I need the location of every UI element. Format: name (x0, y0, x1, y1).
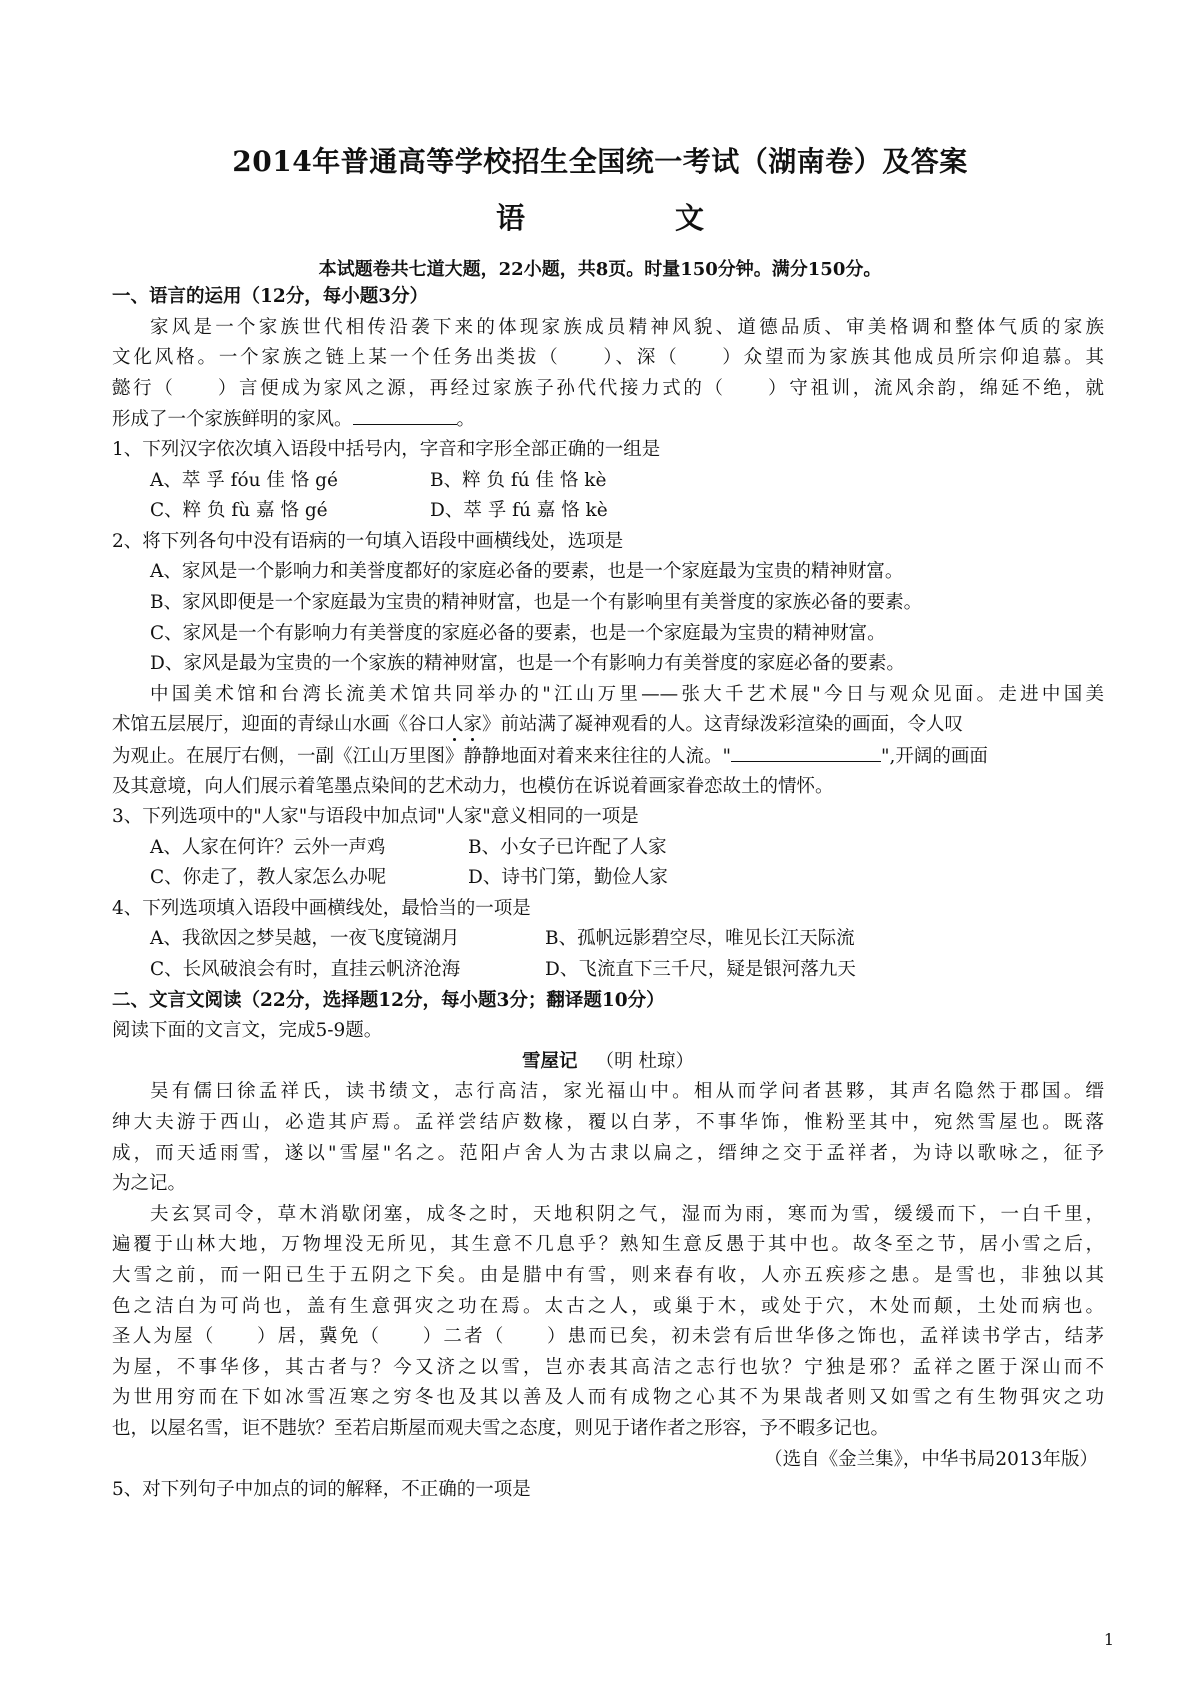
option-d: D、家风是最为宝贵的一个家族的精神财富，也是一个有影响力有美誉度的家庭必备的要素。 (150, 653, 905, 675)
passage2-line: 中国美术馆和台湾长流美术馆共同举办的"江山万里——张大千艺术展"今日与观众见面。走进中国美 (150, 683, 1104, 705)
passage2-text: 》前站满了凝神观看的人。这青绿泼彩渲染的画面，令人叹 (482, 714, 964, 736)
section-heading-1: 一、语言的运用（12分，每小题3分） (112, 286, 429, 307)
exam-notice: 本试题卷共七道大题，22小题，共8页。时量150分钟。满分150分。 (318, 259, 882, 280)
option-d: D、飞流直下三千尺，疑是银河落九天 (545, 959, 856, 981)
essay-line: 遍覆于山林大地，万物埋没无所见，其生意不几息乎？熟知生意反愚于其中也。故冬至之节，居小雪之后， (112, 1234, 1104, 1256)
passage2-text: 术馆五层展厅，迎面的青绿山水画《谷口 (112, 714, 446, 736)
essay-line: 吴有儒曰徐孟祥氏，读书绩文，志行高洁，家光福山中。相从而学问者甚夥，其声名隐然于郡国。缙 (150, 1081, 1104, 1103)
option-c: C、长风破浪会有时，直挂云帆济沧海 (150, 959, 461, 981)
option-d: D、萃 孚 fú 嘉 恪 kè (430, 500, 608, 522)
essay-line: 为世用穷而在下如冰雪冱寒之穷冬也及其以善及人而有成物之心其不为果哉者则又如雪之有生物弭灾之功 (112, 1387, 1104, 1409)
option-a: A、人家在何许？云外一声鸡 (150, 836, 386, 858)
passage2-text: ",开阔的画面 (881, 745, 988, 767)
question-1-stem: 1、下列汉字依次填入语段中括号内，字音和字形全部正确的一组是 (112, 438, 661, 460)
passage-text: 形成了一个家族鲜明的家风。 (112, 409, 353, 431)
question-3-options-row (112, 863, 1104, 894)
question-3-stem: 3、下列选项中的"人家"与语段中加点词"人家"意义相同的一项是 (112, 806, 639, 828)
emphasis-dot-char: 家 (463, 714, 483, 736)
essay-line: 为之记。 (112, 1173, 187, 1195)
emphasis-dot-char: 人 (445, 714, 464, 736)
option-a: A、我欲因之梦吴越，一夜飞度镜湖月 (150, 928, 460, 950)
option-a: A、家风是一个影响力和美誉度都好的家庭必备的要素，也是一个家庭最为宝贵的精神财富。 (150, 561, 904, 583)
option-b: B、孤帆远影碧空尽，唯见长江天际流 (545, 928, 855, 950)
essay-line: 夫玄冥司令，草木消歇闭塞，成冬之时，天地积阴之气，湿而为雨，寒而为雪，缓缓而下，一白千里， (150, 1203, 1104, 1225)
question-3-options-row (112, 833, 1104, 864)
essay-author: （明 杜琼） (595, 1050, 694, 1072)
essay-line: 大雪之前，而一阳已生于五阴之下矣。由是腊中有雪，则来春有收，人亦五疾疹之患。是雪也，非独以其 (112, 1265, 1104, 1286)
passage-line: 家风是一个家族世代相传沿袭下来的体现家族成员精神风貌、道德品质、审美格调和整体气质的家族 (150, 316, 1104, 338)
essay-source: （选自《金兰集》，中华书局2013年版） (764, 1448, 1098, 1470)
essay-line: 绅大夫游于西山，必造其庐焉。孟祥尝结庐数椽，覆以白茅，不事华饰，惟粉垩其中，宛然雪屋也。既落 (112, 1112, 1104, 1134)
option-b: B、小女子已许配了人家 (468, 836, 667, 858)
passage-line-last (112, 404, 1104, 435)
section-heading-2: 二、文言文阅读（22分，选择题12分，每小题3分；翻译题10分） (112, 989, 665, 1011)
option-d: D、诗书门第，勤俭人家 (468, 867, 668, 889)
subject-char-left: 语 (495, 201, 525, 235)
essay-title-line (112, 1047, 1104, 1078)
question-1-options-row (112, 496, 1104, 527)
document-title: 2014年普通高等学校招生全国统一考试（湖南卷）及答案 (232, 145, 968, 178)
question-5-stem: 5、对下列句子中加点的词的解释，不正确的一项是 (112, 1479, 531, 1501)
passage2-line (112, 741, 1104, 772)
question-4-options-row (112, 955, 1104, 986)
essay-line: 成，而天适雨雪，遂以"雪屋"名之。范阳卢舍人为古隶以扁之，缙绅之交于孟祥者，为诗以歌咏之，征予 (112, 1142, 1104, 1164)
question-4-stem: 4、下列选项填入语段中画横线处，最恰当的一项是 (112, 897, 531, 919)
question-1-options-row (112, 466, 1104, 497)
option-b: B、家风即便是一个家庭最为宝贵的精神财富，也是一个有影响里有美誉度的家族必备的要素。 (150, 591, 923, 613)
passage2-line: 及其意境，向人们展示着笔墨点染间的艺术动力，也模仿在诉说着画家眷恋故土的情怀。 (112, 775, 834, 797)
answer-blank (353, 404, 457, 425)
essay-line: 为屋，不事华侈，其古者与？今又济之以雪，岂亦表其高洁之志行也欤？宁独是邪？孟祥之匿于深山而不 (112, 1356, 1104, 1378)
essay-line: 圣人为屋（ ）居，冀免（ ）二者（ ）患而已矣，初未尝有后世华侈之饰也，孟祥读书学古，结茅 (112, 1326, 1104, 1348)
section-2-intro: 阅读下面的文言文，完成5-9题。 (112, 1020, 383, 1042)
option-c: C、家风是一个有影响力有美誉度的家庭必备的要素，也是一个家庭最为宝贵的精神财富。 (150, 622, 886, 644)
subject-heading (0, 196, 1200, 237)
exam-body (112, 282, 1104, 1506)
passage-line: 文化风格。一个家族之链上某一个任务出类拔（ ）、深（ ）众望而为家族其他成员所宗仰追慕。其 (112, 347, 1104, 369)
option-c: C、粹 负 fù 嘉 恪 gé (150, 500, 328, 522)
question-2-stem: 2、将下列各句中没有语病的一句填入语段中画横线处，选项是 (112, 530, 624, 552)
essay-title: 雪屋记 (522, 1050, 578, 1072)
subject-char-right: 文 (675, 201, 705, 235)
passage-end-mark: 。 (456, 409, 476, 431)
essay-line: 色之洁白为可尚也，盖有生意弭灾之功在焉。太古之人，或巢于木，或处于穴，木处而颠，土处而病也。 (112, 1295, 1104, 1317)
passage2-text: 为观止。在展厅右侧，一副《江山万里图》静静地面对着来来往往的人流。" (112, 745, 732, 767)
answer-blank (731, 741, 881, 762)
passage2-line (112, 710, 1104, 741)
essay-line: 也，以屋名雪，讵不韪欤？至若启斯屋而观夫雪之态度，则见于诸作者之形容，予不暇多记也。 (112, 1417, 890, 1439)
page-number: 1 (1103, 1630, 1114, 1649)
question-4-options-row (112, 924, 1104, 955)
option-a: A、萃 孚 fóu 佳 恪 gé (150, 469, 338, 491)
option-c: C、你走了，教人家怎么办呢 (150, 867, 387, 889)
option-b: B、粹 负 fú 佳 恪 kè (430, 469, 607, 491)
passage-line: 懿行（ ）言便成为家风之源，再经过家族子孙代代接力式的（ ）守祖训，流风余韵，绵延不绝，就 (112, 377, 1104, 399)
